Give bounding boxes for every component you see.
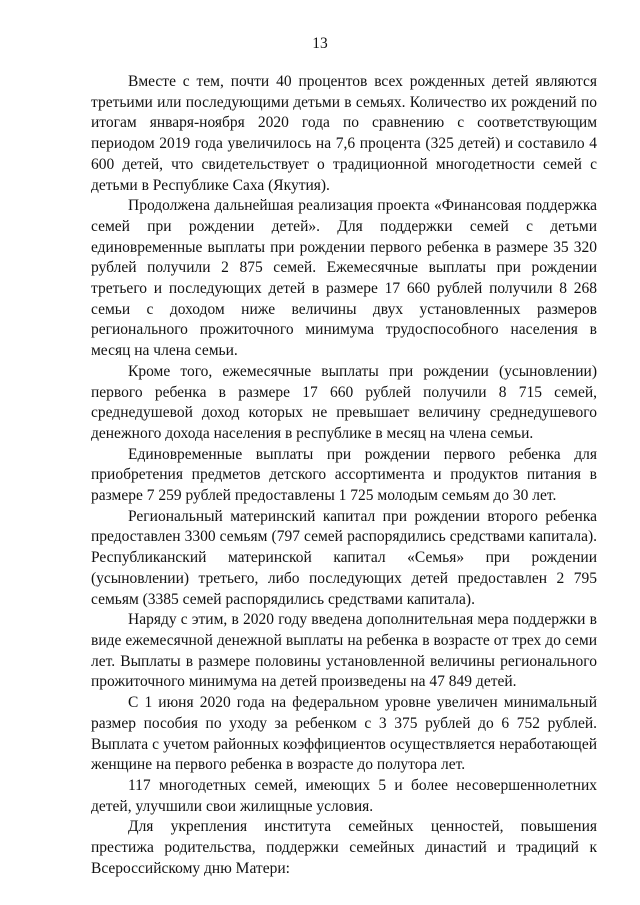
document-body [91,72,597,879]
paragraph-third-children: Вместе с тем, почти 40 процентов всех рожденных детей являются третьими или последующими детьми в семьях. Количество их рождений по итогам января-ноября 2020 года по сравнению с соответствующим периодом 2019 года увеличилось на 7,6 процента (325 детей) и составило 4 600 детей, что свидетельствует о традиционной многодетности семей с детьми в Республике Саха (Якутия). [91,73,597,194]
paragraph-maternity-capital: Региональный материнский капитал при рождении второго ребенка предоставлен 3300 семьям (797 семей распорядились средствами капитала). Республиканский материнской капитал «Семья» при рождении (усыновлении) третьего, либо последующих детей предоставлен 2 795 семьям (3385 семей распорядились средствами капитала). [91,507,597,608]
paragraph-lump-sum-payments: Единовременные выплаты при рождении первого ребенка для приобретения предметов детского ассортимента и продуктов питания в размере 7 259 рублей предоставлены 1 725 молодым семьям до 30 лет. [91,445,597,505]
paragraph-childcare-allowance: С 1 июня 2020 года на федеральном уровне увеличен минимальный размер пособия по уходу за ребенком с 3 375 рублей до 6 752 рублей. Выплата с учетом районных коэффициентов осуществляется неработающей женщине на первого ребенка в возрасте до полутора лет. [91,694,597,774]
paragraph-payments-three-to-seven: Наряду с этим, в 2020 году введена дополнительная мера поддержки в виде ежемесячной денежной выплаты на ребенка в возрасте от трех до семи лет. Выплаты в размере половины установленной величины регионального прожиточного минимума на детей произведены на 47 849 детей. [91,611,597,691]
paragraph-financial-support-project: Продолжена дальнейшая реализация проекта «Финансовая поддержка семей при рождении детей». Для поддержки семей с детьми единовременные выплаты при рождении первого ребенка в размере 35 320 рублей получили 2 875 семей. Ежемесячные выплаты при рождении третьего и последующих детей в размере 17 660 рублей получили 8 268 семьи с доходом ниже величины двух установленных размеров регионального прожиточного минимума трудоспособного населения в месяц на члена семьи. [91,197,597,360]
paragraph-monthly-payments-first-child: Кроме того, ежемесячные выплаты при рождении (усыновлении) первого ребенка в размере 17 660 рублей получили 8 715 семей, среднедушевой доход которых не превышает величину среднедушевого денежного дохода населения в республике в месяц на члена семьи. [91,362,597,442]
paragraph-housing-improvement: 117 многодетных семей, имеющих 5 и более несовершеннолетних детей, улучшили свои жилищные условия. [91,776,597,815]
paragraph-mothers-day: Для укрепления института семейных ценностей, повышения престижа родительства, поддержки семейных династий и традиций к Всероссийскому дню Матери: [91,818,597,877]
page-number: 13 [312,35,328,52]
